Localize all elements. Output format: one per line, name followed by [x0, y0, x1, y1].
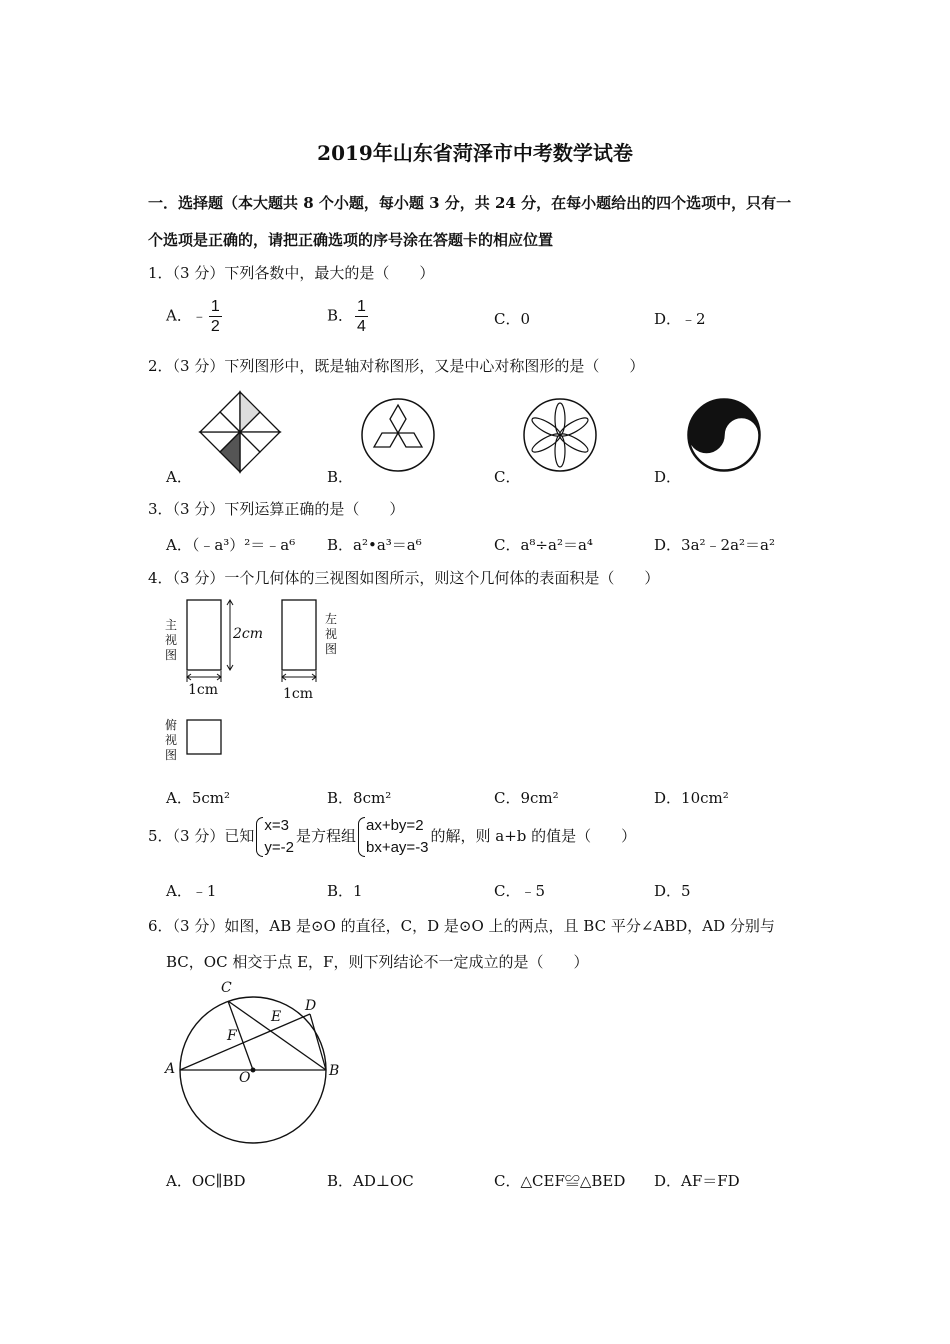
q5-post: 的解，则 a+b 的值是（ ）	[430, 827, 637, 845]
q6-line1: 6．（3 分）如图，AB 是⊙O 的直径，C，D 是⊙O 上的两点，且 BC 平分∠ABD，AD 分别与	[148, 917, 775, 935]
q3-stem: 3．（3 分）下列运算正确的是（ ）	[148, 500, 405, 518]
label-f: F	[227, 1028, 237, 1044]
circle-geometry-figure	[160, 975, 350, 1150]
q5-system-2	[358, 815, 429, 859]
q2-option-c: C．	[494, 468, 521, 486]
q1-option-d: D．﹣2	[654, 310, 706, 328]
height-label: 2cm	[233, 626, 264, 642]
three-rhombus-circle-figure	[360, 397, 436, 473]
side-width-label: 1cm	[283, 686, 314, 702]
center-point-o	[251, 1068, 256, 1073]
q5-stem	[148, 815, 636, 859]
q6-option-b: B．AD⊥OC	[327, 1172, 414, 1190]
top-view-rect	[187, 720, 221, 754]
q5-sys2-line2: bx+ay=-3	[365, 839, 429, 856]
section-header-line1: 一．选择题（本大题共 8 个小题，每小题 3 分，共 24 分，在每小题给出的四个选项中，只有一	[148, 194, 792, 212]
q4-stem: 4．（3 分）一个几何体的三视图如图所示，则这个几何体的表面积是（ ）	[148, 569, 660, 587]
q4-option-d: D．10cm²	[654, 789, 729, 807]
q5-option-d: D．5	[654, 882, 691, 900]
q6-option-a: A．OC∥BD	[166, 1172, 246, 1190]
side-view-rect	[282, 600, 316, 670]
q5-mid: 是方程组	[295, 827, 356, 845]
q1-a-denominator: 2	[210, 318, 220, 335]
q2-option-d: D．	[654, 468, 682, 486]
yin-yang-figure	[686, 397, 762, 473]
chord-bd	[310, 1014, 326, 1070]
top-view-label: 俯视图	[165, 718, 178, 762]
label-a: A	[165, 1061, 176, 1077]
front-width-label: 1cm	[188, 682, 219, 698]
front-view-label: 主视图	[165, 618, 178, 662]
q4-option-a: A．5cm²	[166, 789, 231, 807]
q6-option-d: D．AF＝FD	[654, 1172, 740, 1190]
side-view-label: 左视图	[325, 612, 338, 656]
q1-option-b-fraction	[355, 297, 368, 336]
q5-option-b: B．1	[327, 882, 363, 900]
q4-option-b: B．8cm²	[327, 789, 392, 807]
q4-option-c: C．9cm²	[494, 789, 559, 807]
q5-system-1	[256, 815, 294, 859]
q1-option-a-fraction	[209, 297, 222, 336]
page-title: 2019年山东省菏泽市中考数学试卷	[317, 141, 633, 165]
q2-option-a: A．	[166, 468, 192, 486]
q3-option-d: D．3a²﹣2a²＝a²	[654, 536, 775, 554]
q6-line2: BC，OC 相交于点 E，F，则下列结论不一定成立的是（ ）	[166, 953, 589, 971]
q3-option-a: A．（﹣a³）²＝﹣a⁶	[166, 536, 296, 554]
q1-b-numerator: 1	[357, 298, 366, 315]
six-petal-circle-figure	[522, 397, 598, 473]
q5-sys2-line1: ax+by=2	[365, 817, 424, 834]
q1-b-denominator: 4	[357, 318, 366, 335]
q1-option-b	[327, 297, 368, 336]
label-c: C	[221, 980, 232, 996]
q1-stem: 1．（3 分）下列各数中，最大的是（ ）	[148, 264, 435, 282]
q3-option-b: B．a²•a³＝a⁶	[327, 536, 422, 554]
q5-pre: 5．（3 分）已知	[148, 827, 255, 845]
q5-sys1-line1: x=3	[264, 817, 289, 834]
label-e: E	[271, 1009, 282, 1025]
q1-option-a	[166, 297, 222, 336]
label-o: O	[239, 1070, 251, 1086]
q1-option-b-label: B．	[327, 306, 354, 325]
q3-option-c: C．a⁸÷a²＝a⁴	[494, 536, 593, 554]
q2-stem: 2．（3 分）下列图形中，既是轴对称图形，又是中心对称图形的是（ ）	[148, 357, 645, 375]
label-b: B	[329, 1063, 340, 1079]
q5-option-a: A．﹣1	[166, 882, 217, 900]
q6-option-c: C．△CEF≌△BED	[494, 1172, 626, 1190]
pinwheel-figure	[198, 390, 282, 474]
q1-option-a-label: A．﹣	[166, 306, 207, 325]
q5-option-c: C．﹣5	[494, 882, 546, 900]
label-d: D	[305, 998, 317, 1014]
q2-option-b: B．	[327, 468, 354, 486]
q1-a-numerator: 1	[210, 298, 220, 315]
q1-option-c: C．0	[494, 310, 531, 328]
front-view-rect	[187, 600, 221, 670]
q5-sys1-line2: y=-2	[264, 839, 294, 856]
section-header-line2: 个选项是正确的，请把正确选项的序号涂在答题卡的相应位置	[148, 231, 554, 249]
chord-ad	[180, 1014, 310, 1070]
